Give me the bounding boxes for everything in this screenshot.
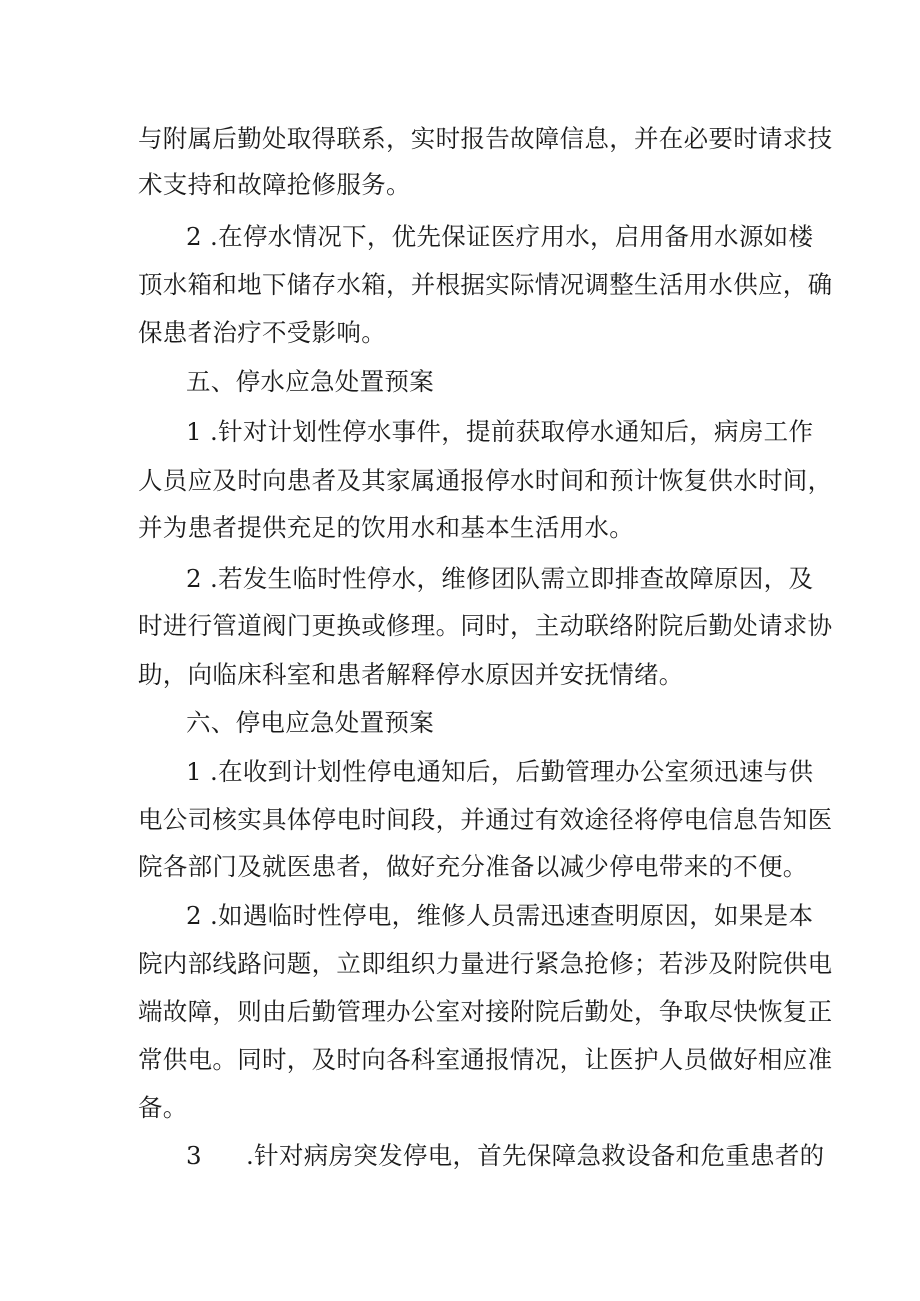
list-item-line: 2 .如遇临时性停电，维修人员需迅速查明原因，如果是本 xyxy=(186,901,814,930)
list-item-line: 时进行管道阀门更换或修理。同时，主动联络附院后勤处请求协 xyxy=(138,611,833,640)
list-item-line: 院各部门及就医患者，做好充分准备以减少停电带来的不便。 xyxy=(138,852,808,881)
list-item-line: 2 .在停水情况下，优先保证医疗用水，启用备用水源如楼 xyxy=(186,222,814,251)
list-item-line: 端故障，则由后勤管理办公室对接附院后勤处，争取尽快恢复正 xyxy=(138,997,833,1026)
list-item-line: 2 .若发生临时性停水，维修团队需立即排查故障原因，及 xyxy=(186,564,814,593)
list-item-line: 院内部线路问题，立即组织力量进行紧急抢修；若涉及附院供电 xyxy=(138,949,833,978)
list-item-line: 顶水箱和地下储存水箱，并根据实际情况调整生活用水供应，确 xyxy=(138,270,833,299)
list-item-line: 备。 xyxy=(138,1093,188,1122)
list-item-line: 1 .在收到计划性停电通知后，后勤管理办公室须迅速与供 xyxy=(186,757,814,786)
paragraph-line: 与附属后勤处取得联系，实时报告故障信息，并在必要时请求技 xyxy=(138,124,833,153)
list-item-line: 助，向临床科室和患者解释停水原因并安抚情绪。 xyxy=(138,660,684,689)
list-item-line: 常供电。同时，及时向各科室通报情况，让医护人员做好相应准 xyxy=(138,1045,833,1074)
section-heading-power: 六、停电应急处置预案 xyxy=(186,708,434,737)
list-item-line: 电公司核实具体停电时间段，并通过有效途径将停电信息告知医 xyxy=(138,805,833,834)
section-heading-water: 五、停水应急处置预案 xyxy=(186,367,434,396)
list-item-number: 3 xyxy=(186,1141,202,1170)
list-item-line: 1 .针对计划性停水事件，提前获取停水通知后，病房工作 xyxy=(186,417,814,446)
paragraph-line: 术支持和故障抢修服务。 xyxy=(138,170,411,199)
list-item-text: .针对病房突发停电，首先保障急救设备和危重患者的 xyxy=(246,1141,825,1170)
list-item-line: 保患者治疗不受影响。 xyxy=(138,318,386,347)
list-item-line: 人员应及时向患者及其家属通报停水时间和预计恢复供水时间， xyxy=(138,466,833,495)
list-item-line xyxy=(0,1136,920,1176)
list-item-line: 并为患者提供充足的饮用水和基本生活用水。 xyxy=(138,513,634,542)
